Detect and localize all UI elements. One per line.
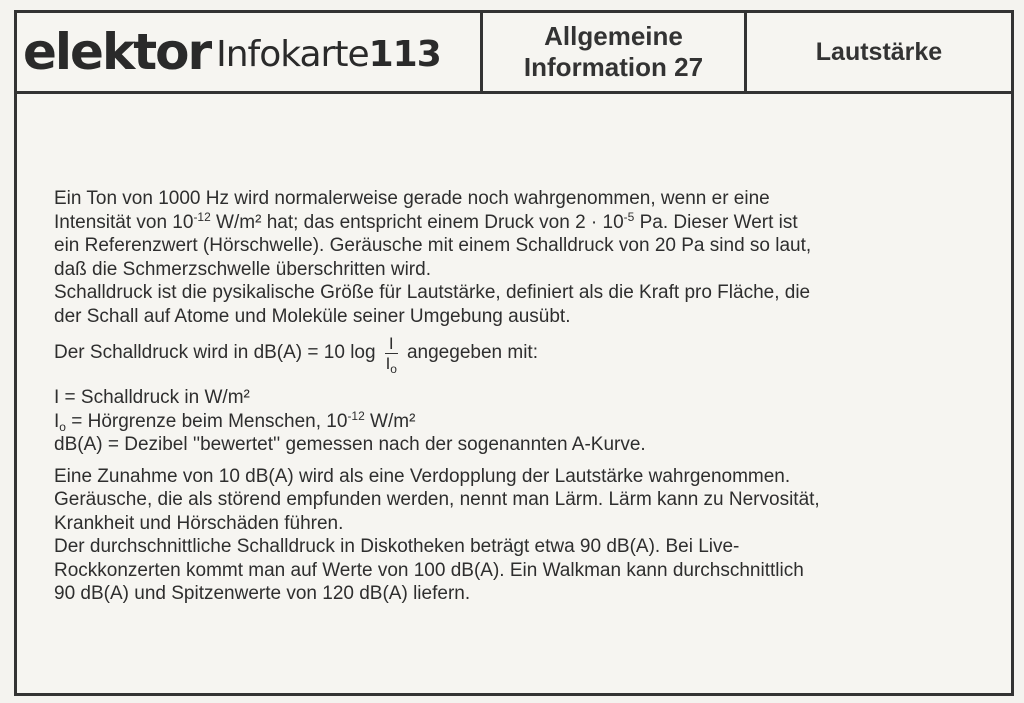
exponent: -12 [193,209,211,224]
card-title-text: Infokarte [216,34,369,75]
text-span: Intensität von 10 [54,211,194,233]
text-line: 90 dB(A) und Spitzenwerte von 120 dB(A) liefern. [54,583,471,604]
text-line: daß die Schmerzschwelle überschritten wird. [54,258,431,280]
text-line: Der durchschnittliche Schalldruck in Diskotheken beträgt etwa 90 dB(A). Bei Live- [54,536,740,557]
subscript: o [59,419,66,434]
topic-cell [747,13,1011,91]
text-line: Ein Ton von 1000 Hz wird normalerweise gerade noch wahrgenommen, wenn er eine [54,188,770,209]
exponent: -12 [347,408,365,423]
text-line: Geräusche, die als störend empfunden werden, nennt man Lärm. Lärm kann zu Nervosität, [54,489,820,510]
category-cell [483,13,747,91]
definition-line: dB(A) = Dezibel ''bewertet'' gemessen nach der sogenannten A-Kurve. [54,434,646,455]
fraction-numerator: I [385,334,398,354]
formula-line [54,328,954,378]
brand-cell [17,13,483,91]
category-line-2: Information 27 [523,52,704,82]
elektor-logo: elektor [23,23,211,81]
card-header [17,13,1011,94]
text-line: Krankheit und Hörschäden führen. [54,512,344,534]
text-line: Schalldruck ist die pysikalische Größe für Lautstärke, definiert als die Kraft pro Fläche, die [54,282,811,303]
exponent: -5 [623,209,635,224]
subscript: o [390,361,397,376]
text-line: der Schall auf Atome und Moleküle seiner Umgebung ausübt. [54,305,571,327]
formula-prefix: Der Schalldruck wird in dB(A) = 10 log [54,342,376,364]
definition-line: I = Schalldruck in W/m² [54,387,250,408]
definition-line [54,410,954,434]
text-span: W/m² [364,410,416,432]
topic-title: Lautstärke [815,37,943,66]
denominator-text: I [385,353,391,373]
text-line: ein Referenzwert (Hörschwelle). Geräusche mit einem Schalldruck von 20 Pa sind so laut, [54,235,812,256]
formula-suffix: angegeben mit: [406,342,538,364]
text-span: I [54,410,60,432]
card-body [54,187,954,606]
card-title [216,34,441,75]
fraction [382,333,401,376]
text-span: W/m² hat; das entspricht einem Druck von 2 · 10 [210,211,624,233]
text-span: = Hörgrenze beim Menschen, 10 [65,410,348,432]
fraction-denominator [382,353,401,376]
text-line [54,211,954,235]
card-number: 113 [368,34,441,75]
text-span: Pa. Dieser Wert ist [634,211,798,233]
text-line: Eine Zunahme von 10 dB(A) wird als eine Verdopplung der Lautstärke wahrgenommen. [54,465,791,487]
category-line-1: Allgemeine [544,21,683,51]
text-line: Rockkonzerten kommt man auf Werte von 100 dB(A). Ein Walkman kann durchschnittlich [54,559,804,581]
